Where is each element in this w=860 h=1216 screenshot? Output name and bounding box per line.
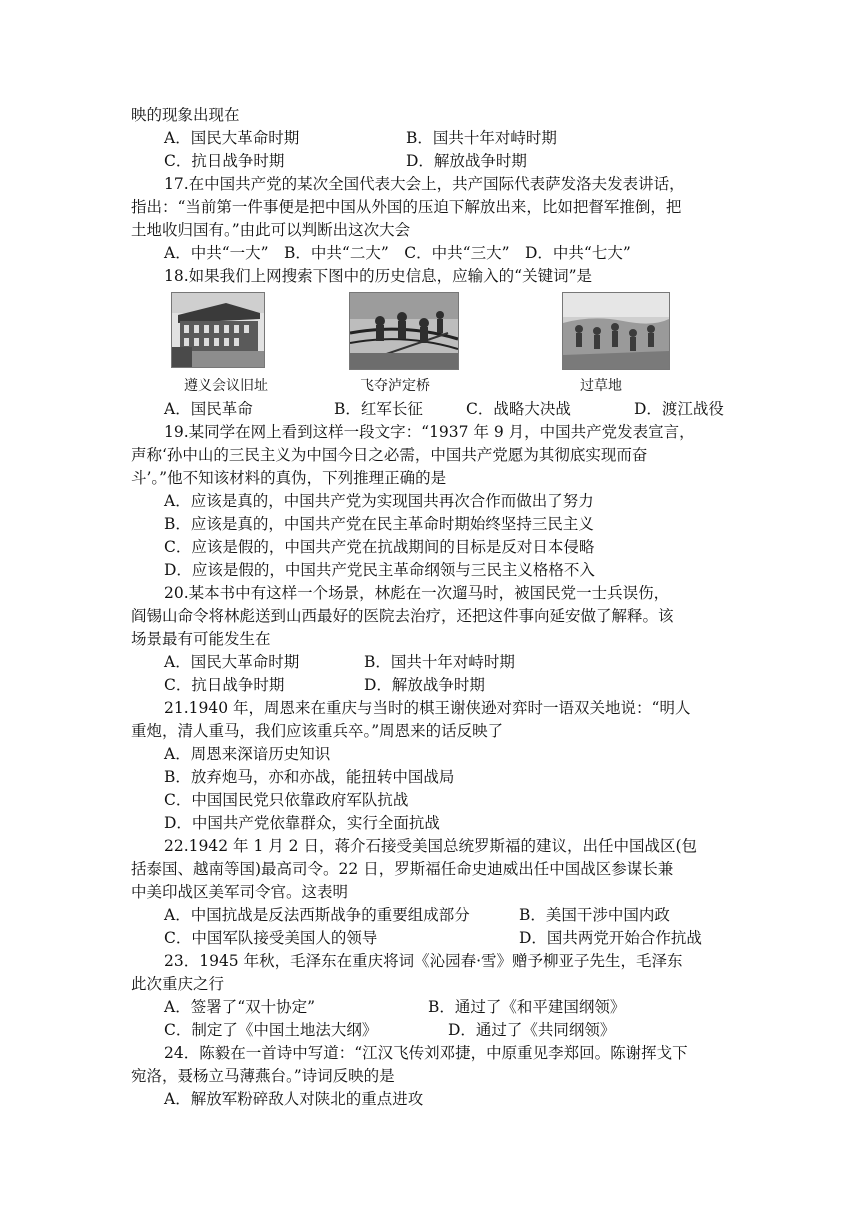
q22-option-d[interactable]: D．国共两党开始合作抗战 bbox=[519, 929, 702, 947]
q19-line-2: 声称‘孙中山的三民主义为中国今日之必需，中国共产党愿为其彻底实现而奋 bbox=[131, 446, 648, 464]
q20-option-d[interactable]: D．解放战争时期 bbox=[364, 676, 485, 694]
grassland-photo bbox=[562, 292, 670, 370]
q22-option-b[interactable]: B．美国干涉中国内政 bbox=[519, 906, 670, 924]
q19-option-c[interactable]: C．应该是假的，中国共产党在抗战期间的目标是反对日本侵略 bbox=[164, 538, 595, 556]
q22-line-2: 括泰国、越南等国)最高司令。22 日，罗斯福任命史迪威出任中国战区参谋长兼 bbox=[131, 860, 674, 878]
q23-option-c[interactable]: C．制定了《中国土地法大纲》 bbox=[164, 1021, 378, 1039]
q22-line-3: 中美印战区美军司令官。这表明 bbox=[131, 883, 349, 901]
q23-option-a[interactable]: A．签署了“双十协定” bbox=[164, 998, 316, 1016]
q24-line-1: 24．陈毅在一首诗中写道：“江汉飞传刘邓捷，中原重见李郑回。陈谢挥戈下 bbox=[164, 1044, 688, 1062]
q23-line-2: 此次重庆之行 bbox=[131, 975, 225, 993]
q16-option-b[interactable]: B．国共十年对峙时期 bbox=[406, 129, 557, 147]
q21-option-c[interactable]: C．中国国民党只依靠政府军队抗战 bbox=[164, 791, 409, 809]
q20-option-a[interactable]: A．国民大革命时期 bbox=[164, 653, 300, 671]
q21-line-2: 重炮，清人重马，我们应该重兵卒。”周恩来的话反映了 bbox=[131, 722, 504, 740]
q18-option-a[interactable]: A．国民革命 bbox=[164, 400, 253, 418]
q20-option-c[interactable]: C．抗日战争时期 bbox=[164, 676, 285, 694]
zunyi-site-photo bbox=[171, 292, 265, 368]
q22-option-a[interactable]: A．中国抗战是反法西斯战争的重要组成部分 bbox=[164, 906, 470, 924]
q17-line-2: 指出：“当前第一件事便是把中国从外国的压迫下解放出来，比如把督军推倒，把 bbox=[131, 198, 682, 216]
q20-line-3: 场景最有可能发生在 bbox=[131, 630, 271, 648]
q20-line-1: 20.某本书中有这样一个场景，林彪在一次遛马时，被国民党一士兵误伤， bbox=[164, 584, 670, 602]
q17-options[interactable]: A．中共“一大” B．中共“二大” C．中共“三大” D．中共“七大” bbox=[164, 244, 631, 262]
q21-line-1: 21.1940 年，周恩来在重庆与当时的棋王谢侠逊对弈时一语双关地说：“明人 bbox=[164, 699, 691, 717]
q22-option-c[interactable]: C．中国军队接受美国人的领导 bbox=[164, 929, 378, 947]
q18-option-b[interactable]: B．红军长征 bbox=[334, 400, 423, 418]
q21-option-d[interactable]: D．中国共产党依靠群众，实行全面抗战 bbox=[164, 814, 440, 832]
caption-zunyi: 遵义会议旧址 bbox=[184, 378, 268, 394]
q19-option-a[interactable]: A．应该是真的，中国共产党为实现国共再次合作而做出了努力 bbox=[164, 492, 594, 510]
q21-option-a[interactable]: A．周恩来深谙历史知识 bbox=[164, 745, 331, 763]
q23-option-d[interactable]: D．通过了《共同纲领》 bbox=[448, 1021, 616, 1039]
q19-option-d[interactable]: D．应该是假的，中国共产党民主革命纲领与三民主义格格不入 bbox=[164, 561, 595, 579]
caption-grassland: 过草地 bbox=[580, 378, 622, 394]
q18-line-1: 18.如果我们上网搜索下图中的历史信息，应输入的“关键词”是 bbox=[164, 267, 593, 285]
q16-option-a[interactable]: A．国民大革命时期 bbox=[164, 129, 300, 147]
q16-option-d[interactable]: D．解放战争时期 bbox=[406, 152, 527, 170]
q17-line-1: 17.在中国共产党的某次全国代表大会上，共产国际代表萨发洛夫发表讲话， bbox=[164, 175, 685, 193]
q19-line-3: 斗’。”他不知该材料的真伪，下列推理正确的是 bbox=[131, 469, 447, 487]
q22-line-1: 22.1942 年 1 月 2 日，蒋介石接受美国总统罗斯福的建议，出任中国战区(包 bbox=[164, 837, 698, 855]
luding-bridge-photo bbox=[349, 292, 459, 370]
q21-option-b[interactable]: B．放弃炮马，亦和亦战，能扭转中国战局 bbox=[164, 768, 455, 786]
q23-option-b[interactable]: B．通过了《和平建国纲领》 bbox=[428, 998, 626, 1016]
q18-option-c[interactable]: C．战略大决战 bbox=[466, 400, 571, 418]
q19-line-1: 19.某同学在网上看到这样一段文字：“1937 年 9 月，中国共产党发表宣言， bbox=[164, 423, 695, 441]
q20-option-b[interactable]: B．国共十年对峙时期 bbox=[364, 653, 515, 671]
q18-option-d[interactable]: D．渡江战役 bbox=[634, 400, 724, 418]
q24-option-a[interactable]: A．解放军粉碎敌人对陕北的重点进攻 bbox=[164, 1090, 424, 1108]
q17-line-3: 土地收归国有。”由此可以判断出这次大会 bbox=[131, 221, 411, 239]
q23-line-1: 23．1945 年秋，毛泽东在重庆将词《沁园春·雪》赠予柳亚子先生，毛泽东 bbox=[164, 952, 683, 970]
q20-line-2: 阎锡山命令将林彪送到山西最好的医院去治疗，还把这件事向延安做了解释。该 bbox=[131, 607, 674, 625]
q16-option-c[interactable]: C．抗日战争时期 bbox=[164, 152, 285, 170]
q19-option-b[interactable]: B．应该是真的，中国共产党在民主革命时期始终坚持三民主义 bbox=[164, 515, 594, 533]
q24-line-2: 宛洛，聂杨立马薄燕台。”诗词反映的是 bbox=[131, 1067, 395, 1085]
caption-luding: 飞夺泸定桥 bbox=[360, 378, 430, 394]
q16-stem-tail: 映的现象出现在 bbox=[131, 106, 240, 124]
